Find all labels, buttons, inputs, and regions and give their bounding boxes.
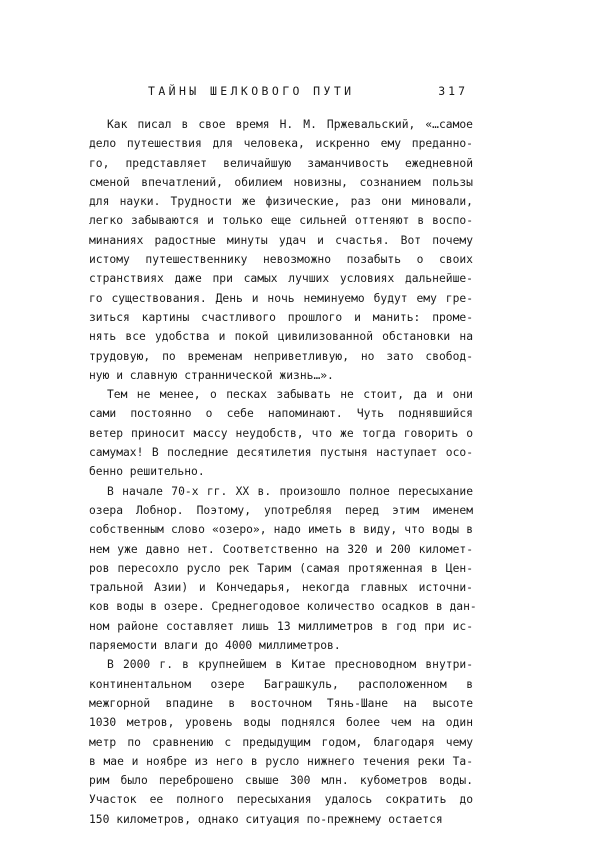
text-line: континентальном озере Баграшкуль, расположенном в — [89, 677, 473, 691]
text-line: истому путешественнику невозможно позабыть о своих — [89, 253, 473, 267]
paragraph — [89, 655, 473, 829]
text-line: межгорной впадине в восточном Тянь-Шане на высоте — [89, 696, 473, 710]
text-line: собственным слово «озеро», надо иметь в виду, что воды в — [89, 523, 473, 537]
text-line: Как писал в свое время Н. М. Пржевальский, «…самое — [107, 118, 473, 131]
body-text — [89, 115, 477, 829]
running-title: ТАЙНЫ ШЕЛКОВОГО ПУТИ — [148, 84, 355, 98]
paragraph — [89, 385, 473, 481]
text-line: в мае и ноябре из него в русло нижнего течения реки Та- — [89, 754, 473, 768]
text-line: трудовую, по временам неприветливую, но зато свобод- — [89, 349, 473, 363]
text-line: Тем не менее, о песках забывать не стоит, да и они — [107, 388, 473, 402]
text-line: В начале 70-х гг. XX в. произошло полное пересыхание — [107, 484, 473, 498]
text-line: ном районе составляет лишь 13 миллиметров в год при ис- — [89, 619, 473, 633]
paragraph — [89, 115, 473, 385]
text-line: нять все удобства и покой цивилизованной обстановки на — [89, 330, 473, 344]
text-line: бенно решительно. — [89, 465, 205, 479]
text-line: легко забываются и только еще сильней оттеняют в воспо- — [89, 214, 473, 228]
text-line: сами постоянно о себе напоминают. Чуть поднявшийся — [89, 407, 473, 421]
text-line: го существования. День и ночь неминуемо будут ему гре- — [89, 291, 473, 305]
text-line: сменой впечатлений, обилием новизны, сознанием пользы — [89, 175, 473, 189]
page-number: 317 — [438, 84, 468, 98]
text-line: самумах! В последние десятилетия пустыня наступает осо- — [89, 446, 473, 460]
text-line: странствиях даже при самых лучших условиях дальнейше- — [89, 272, 473, 286]
text-line: В 2000 г. в крупнейшем в Китае пресноводном внутри- — [107, 658, 473, 672]
text-line: зиться картины счастливого прошлого и манить: проме- — [89, 310, 473, 324]
text-line: ветер приносит массу неудобств, что же тогда говорить о — [89, 426, 473, 440]
running-header — [148, 84, 468, 100]
text-line: Участок ее полного пересыхания удалось сократить до — [89, 793, 473, 807]
text-line: озера Лобнор. Поэтому, употребляя перед этим именем — [89, 503, 473, 517]
text-line: тральной Азии) и Кончедарья, некогда главных источни- — [89, 581, 473, 595]
text-line: для науки. Трудности же физические, раз они миновали, — [89, 195, 473, 209]
text-line: паряемости влаги до 4000 миллиметров. — [89, 639, 341, 653]
text-line: 1030 метров, уровень воды поднялся более чем на один — [89, 716, 473, 730]
text-line: минаниях радостные минуты удач и счастья. Вот почему — [89, 233, 473, 247]
text-line: ров пересохло русло рек Тарим (самая протяженная в Цен- — [89, 561, 473, 575]
text-line: рим было переброшено свыше 300 млн. кубометров воды. — [89, 774, 473, 788]
paragraph — [89, 482, 477, 656]
text-line: ную и славную страннической жизнь…». — [89, 368, 334, 382]
text-line: 150 километров, однако ситуация по-прежнему остается — [89, 812, 443, 826]
text-line: дело путешествия для человека, искренно ему преданно- — [89, 137, 473, 151]
text-line: го, представляет величайшую заманчивость ежедневной — [89, 156, 473, 170]
text-line: метр по сравнению с предыдущим годом, благодаря чему — [89, 735, 473, 749]
text-line: ков воды в озере. Среднегодовое количество осадков в дан- — [89, 600, 477, 614]
text-line: нем уже давно нет. Соответственно на 320 и 200 километ- — [89, 542, 473, 556]
